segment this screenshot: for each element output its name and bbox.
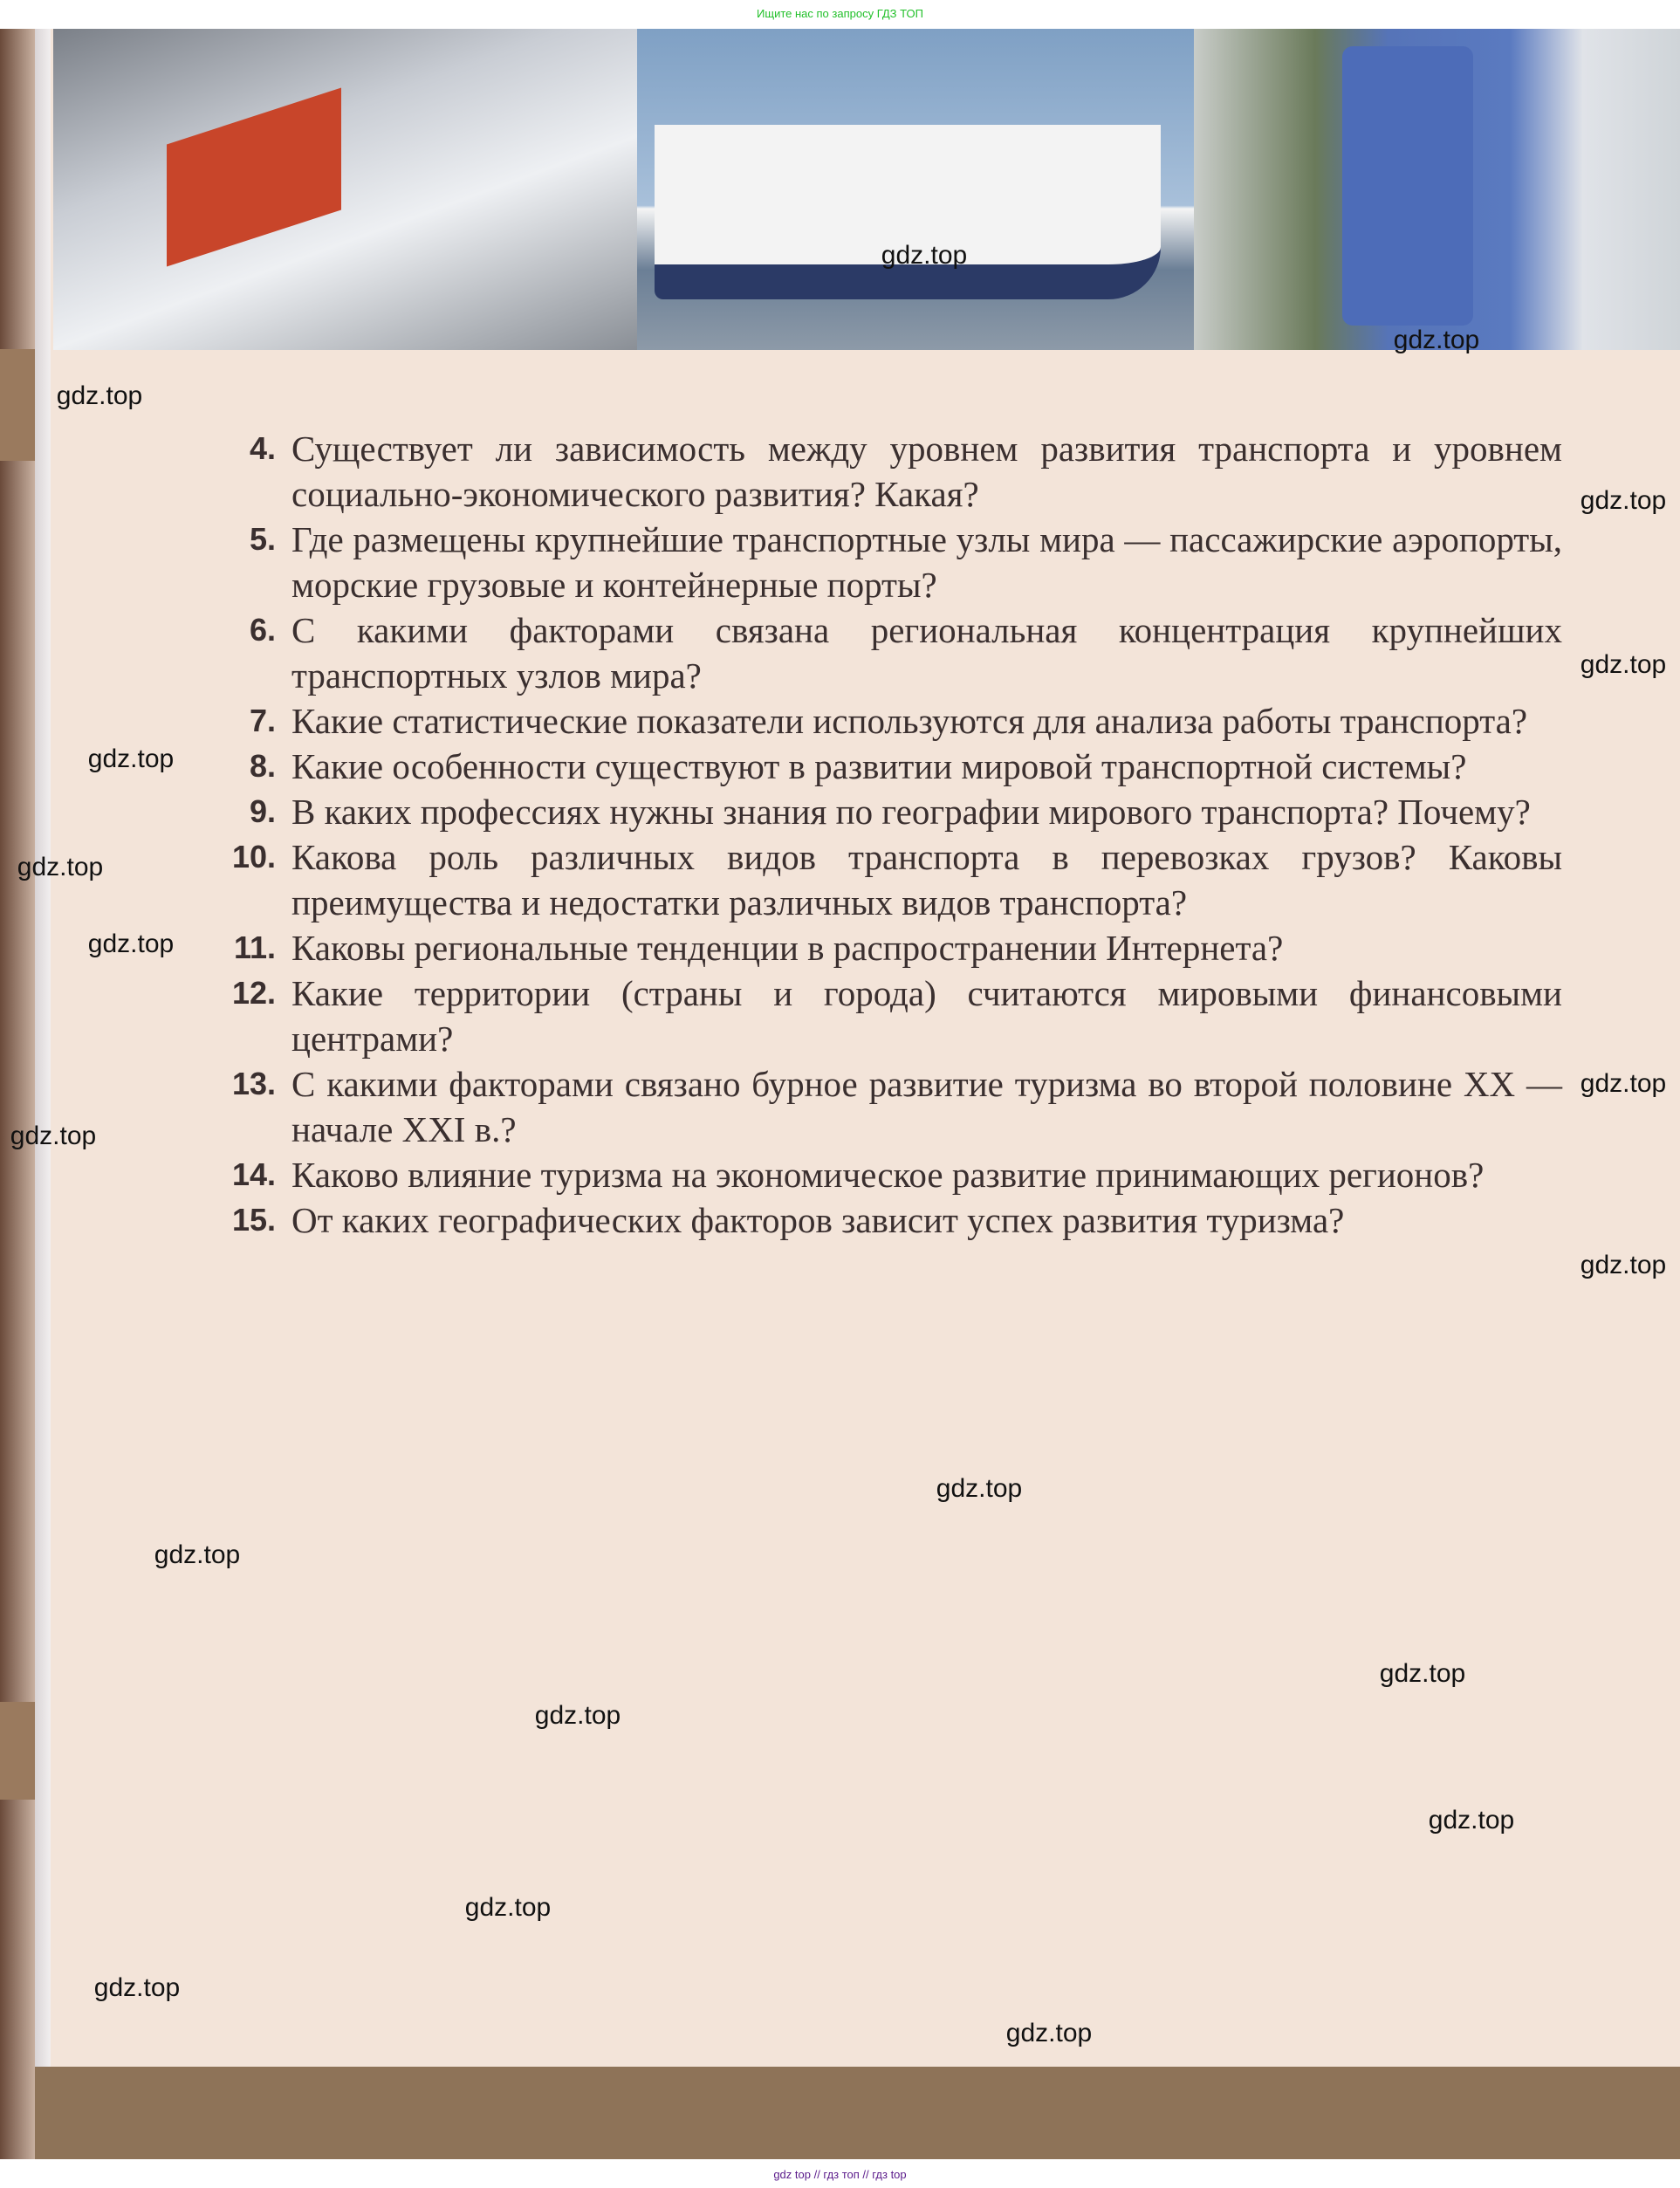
question-number: 7. <box>249 703 276 738</box>
watermark: gdz.top <box>93 1973 181 2002</box>
question-number: 13. <box>231 1066 276 1101</box>
watermark: gdz.top <box>87 929 175 958</box>
question-number: 6. <box>249 612 276 648</box>
watermark: gdz.top <box>17 853 104 881</box>
question-number: 15. <box>231 1202 276 1238</box>
watermark: gdz.top <box>1379 1659 1466 1688</box>
question-item <box>209 698 1562 744</box>
question-number: 4. <box>249 430 276 466</box>
question-item <box>209 1061 1562 1152</box>
watermark: gdz.top <box>534 1701 621 1730</box>
page-edge-tab <box>0 349 35 461</box>
question-text: Существует ли зависимость между уровнем развития транспорта и уровнем социально-экономического развития? Какая? <box>291 429 1562 514</box>
watermark: gdz.top <box>1428 1806 1515 1835</box>
question-item <box>209 834 1562 925</box>
question-item <box>209 789 1562 834</box>
watermark: gdz.top <box>1580 1251 1667 1279</box>
question-text: Какие территории (страны и города) считаются мировыми финансовыми центрами? <box>291 973 1562 1059</box>
question-item <box>209 744 1562 789</box>
bottom-links: gdz top // гдз топ // гдз top <box>773 2168 907 2181</box>
question-item <box>209 607 1562 698</box>
question-text: В каких профессиях нужны знания по географии мирового транспорта? Почему? <box>291 792 1531 832</box>
question-number: 14. <box>231 1156 276 1192</box>
search-hint: Ищите нас по запросу ГДЗ ТОП <box>757 7 923 20</box>
watermark: gdz.top <box>1580 650 1667 679</box>
watermark: gdz.top <box>10 1121 97 1150</box>
page-edge-tab <box>0 1702 35 1800</box>
question-list <box>209 426 1562 1243</box>
watermark: gdz.top <box>881 241 968 270</box>
truck-photo <box>1194 29 1680 350</box>
question-text: С какими факторами связано бурное развитие туризма во второй половине XX — начале XXI в.? <box>291 1064 1562 1149</box>
watermark: gdz.top <box>1580 1069 1667 1098</box>
question-item <box>209 517 1562 607</box>
question-text: От каких географических факторов зависит успех развития туризма? <box>291 1200 1345 1240</box>
question-number: 9. <box>249 793 276 829</box>
page-footer-band <box>35 2067 1680 2159</box>
question-item <box>209 1197 1562 1243</box>
question-number: 10. <box>231 839 276 875</box>
question-number: 11. <box>233 929 276 965</box>
watermark: gdz.top <box>464 1893 552 1922</box>
watermark: gdz.top <box>56 381 143 410</box>
cruise-ship-photo <box>637 29 1194 350</box>
page-spine-edge <box>35 29 51 2159</box>
question-text: Какова роль различных видов транспорта в перевозках грузов? Каковы преимущества и недостатки различных видов транспорта? <box>291 837 1562 923</box>
question-text: Каково влияние туризма на экономическое развитие принимающих регионов? <box>291 1155 1485 1195</box>
question-number: 8. <box>249 748 276 784</box>
question-text: Какие статистические показатели используются для анализа работы транспорта? <box>291 701 1528 741</box>
question-text: Где размещены крупнейшие транспортные узлы мира — пассажирские аэропорты, морские грузовые и контейнерные порты? <box>291 519 1562 605</box>
watermark: gdz.top <box>87 744 175 773</box>
question-number: 5. <box>249 521 276 557</box>
watermark: gdz.top <box>936 1474 1023 1503</box>
watermark: gdz.top <box>1393 326 1480 354</box>
watermark: gdz.top <box>1580 486 1667 515</box>
question-item <box>209 426 1562 517</box>
question-text: С какими факторами связана региональная концентрация крупнейших транспортных узлов мира? <box>291 610 1562 696</box>
question-number: 12. <box>231 975 276 1011</box>
question-text: Каковы региональные тенденции в распространении Интернета? <box>291 928 1284 968</box>
watermark: gdz.top <box>154 1540 241 1569</box>
question-item <box>209 1152 1562 1197</box>
question-text: Какие особенности существуют в развитии мировой транспортной системы? <box>291 746 1467 786</box>
freight-train-photo <box>53 29 637 350</box>
transport-photos <box>53 29 1680 350</box>
question-item <box>209 925 1562 971</box>
question-item <box>209 971 1562 1061</box>
watermark: gdz.top <box>1005 2019 1093 2047</box>
